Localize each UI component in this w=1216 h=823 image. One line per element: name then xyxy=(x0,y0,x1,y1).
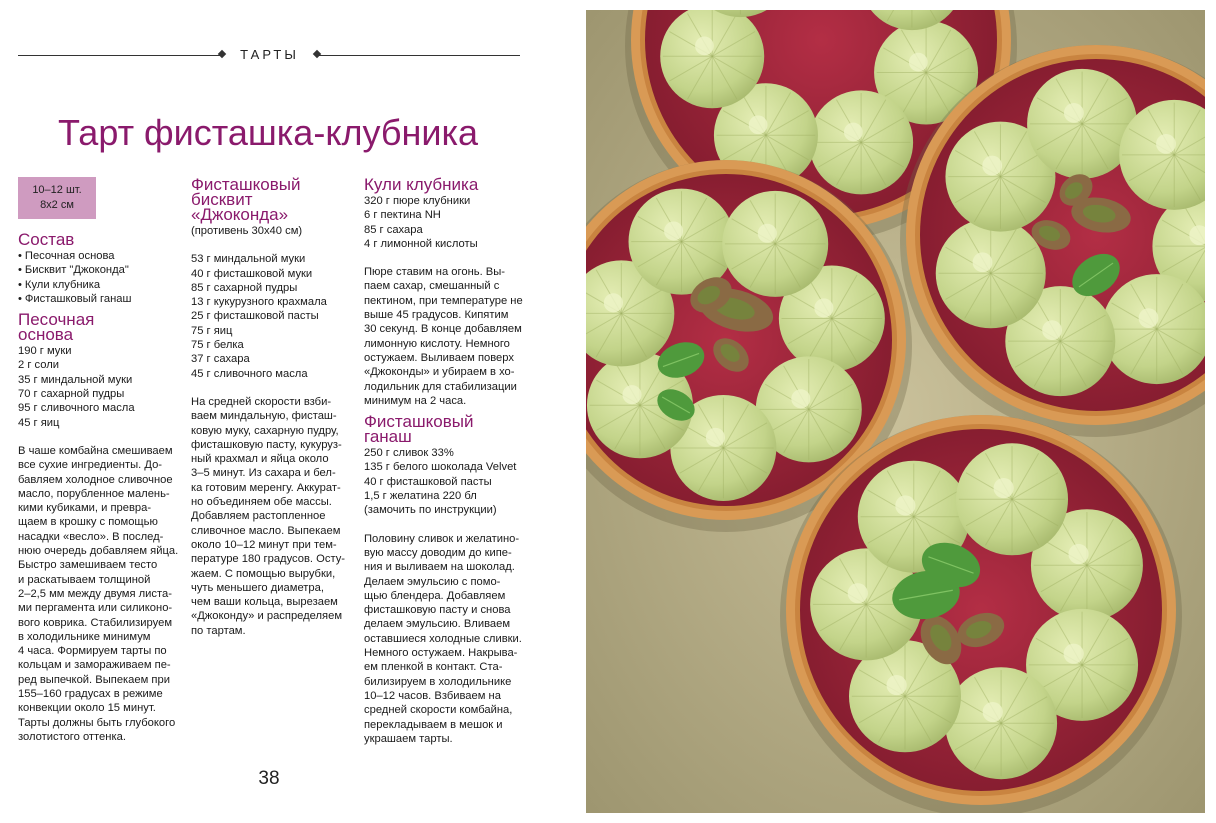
cream-highlight xyxy=(1064,103,1084,123)
shortcrust-method xyxy=(18,444,186,744)
method-line: Пюре ставим на огонь. Вы- xyxy=(364,266,506,279)
sponge-heading-line: бисквит xyxy=(191,190,253,209)
column-1 xyxy=(18,232,186,744)
method-line: 3–5 минут. Из сахара и бел- xyxy=(191,467,336,480)
method-line: все сухие ингредиенты. До- xyxy=(18,459,163,472)
cream-highlight xyxy=(1068,544,1088,564)
cream-highlight xyxy=(622,385,641,404)
cream-highlight xyxy=(973,252,993,272)
shortcrust-ingredients xyxy=(18,344,186,430)
recipe-title: Тарт фисташка-клубника xyxy=(57,112,479,153)
method-line: и раскатываем толщиной xyxy=(18,573,151,586)
tarts-photo xyxy=(586,10,1205,813)
cream-highlight xyxy=(1042,320,1062,340)
method-line: кольцам и замораживаем пе- xyxy=(18,659,171,672)
method-line: минимум на 2 часа. xyxy=(364,394,467,407)
method-line: золотистого оттенка. xyxy=(18,730,126,743)
composition-item: • Кули клубника xyxy=(18,278,186,292)
cream-highlight xyxy=(791,389,810,408)
ingredient: 75 г яиц xyxy=(191,324,233,337)
method-line: остужаем. Выливаем поверх xyxy=(364,351,514,364)
shortcrust-heading xyxy=(18,310,186,345)
ingredient: (замочить по инструкции) xyxy=(364,504,497,517)
method-line: Немного остужаем. Накрыва- xyxy=(364,647,518,660)
method-line: 30 секунд. В конце добавляем xyxy=(364,323,522,336)
sponge-ingredients xyxy=(191,252,359,381)
ingredient: 75 г белка xyxy=(191,339,244,352)
ingredient: 40 г фисташковой пасты xyxy=(364,475,492,488)
section-title: ТАРТЫ xyxy=(240,47,299,62)
method-line: фисташковую пасту, кукуруз- xyxy=(191,438,342,451)
ingredient: 4 г лимонной кислоты xyxy=(364,237,478,250)
method-line: Тарты должны быть глубокого xyxy=(18,716,176,729)
method-line: 4 часа. Формируем тарты по xyxy=(18,645,167,658)
method-line: оставшиеся холодные сливки. xyxy=(364,632,522,645)
method-line: 2–2,5 мм между двумя листа- xyxy=(18,587,172,600)
method-line: но объединяем обе массы. xyxy=(191,496,332,509)
ganache-heading-line: ганаш xyxy=(364,427,412,447)
method-line: На средней скорости взби- xyxy=(191,395,332,408)
yield-size: 8x2 см xyxy=(40,199,74,211)
method-line: по тартам. xyxy=(191,624,246,637)
method-line: паем сахар, смешанный с xyxy=(364,280,500,293)
ingredient: 35 г миндальной муки xyxy=(18,373,133,386)
ingredient: 1,5 г желатина 220 бл xyxy=(364,490,477,503)
cream-highlight xyxy=(1139,308,1159,328)
left-page xyxy=(0,0,586,823)
ingredient: 135 г белого шоколада Velvet xyxy=(364,461,517,474)
sponge-subtitle: (противень 30x40 см) xyxy=(191,225,303,237)
method-line: Быстро замешиваем тесто xyxy=(18,559,158,572)
ingredient: 85 г сахарной пудры xyxy=(191,281,298,294)
method-line: украшаем тарты. xyxy=(364,732,453,745)
method-line: нюю очередь добавляем яйца. xyxy=(18,545,179,558)
method-line: ковую муку, сахарную пудру, xyxy=(191,424,339,437)
composition-item: • Фисташковый ганаш xyxy=(18,292,186,306)
ingredient: 70 г сахарной пудры xyxy=(18,388,125,401)
method-line: чуть меньшего диаметра, xyxy=(191,581,324,594)
yield-count: 10–12 шт. xyxy=(32,184,82,196)
method-line: ем пленкой в контакт. Ста- xyxy=(364,661,503,674)
method-line: лимонную кислоту. Немного xyxy=(364,337,510,350)
cream-highlight xyxy=(664,221,683,240)
ingredient: 190 г муки xyxy=(18,345,72,358)
method-line: выше 45 градусов. Кипятим xyxy=(364,309,509,322)
ingredient: 25 г фисташковой пасты xyxy=(191,310,319,323)
cream-highlight xyxy=(695,37,714,56)
ingredient: 320 г пюре клубники xyxy=(364,195,471,207)
method-line: «Джоконду» и распределяем xyxy=(191,610,343,623)
method-line: делаем эмульсию. Вливаем xyxy=(364,618,511,631)
ingredient: 13 г кукурузного крахмала xyxy=(191,296,327,309)
method-line: кими кубиками, и превра- xyxy=(18,502,152,515)
ingredient: 6 г пектина NH xyxy=(364,209,441,222)
ingredient: 85 г сахара xyxy=(364,223,423,236)
column-3 xyxy=(364,177,534,746)
composition-heading: Состав xyxy=(18,230,75,249)
method-line: щью блендера. Добавляем xyxy=(364,589,506,602)
method-line: 10–12 часов. Взбиваем на xyxy=(364,689,501,702)
coulis-ingredients xyxy=(364,194,534,251)
method-line: сливочное масло. Выпекаем xyxy=(191,524,341,537)
cream-highlight xyxy=(983,702,1003,722)
method-line: вую массу доводим до кипе- xyxy=(364,546,512,559)
header-rule-right xyxy=(317,55,520,56)
composition-list xyxy=(18,249,186,306)
coulis-method xyxy=(364,265,534,408)
method-line: конвекции около 15 минут. xyxy=(18,702,156,715)
coulis-heading: Кули клубника xyxy=(364,175,479,194)
method-line: вого коврика. Стабилизируем xyxy=(18,616,173,629)
method-line: ный крахмал и яйца около xyxy=(191,453,329,466)
cream-highlight xyxy=(1064,644,1084,664)
ingredient: 250 г сливок 33% xyxy=(364,447,454,460)
header-rule-left xyxy=(18,55,222,56)
ingredient: 37 г сахара xyxy=(191,353,250,366)
cream-highlight xyxy=(844,123,863,142)
ganache-heading xyxy=(364,412,534,447)
method-line: Делаем эмульсию с помо- xyxy=(364,575,501,588)
ganache-ingredients xyxy=(364,446,534,517)
method-line: пературе 180 градусов. Осту- xyxy=(191,553,346,566)
method-line: Половину сливок и желатино- xyxy=(364,532,520,545)
method-line: около 10–12 минут при тем- xyxy=(191,538,337,551)
method-line: Добавляем растопленное xyxy=(191,510,326,523)
method-line: ка готовим меренгу. Аккурат- xyxy=(191,481,341,494)
ingredient: 2 г соли xyxy=(18,359,59,372)
ingredient: 53 г миндальной муки xyxy=(191,253,306,266)
composition-item: • Бисквит "Джоконда" xyxy=(18,263,186,277)
cream-highlight xyxy=(895,495,915,515)
method-line: щаем в крошку с помощью xyxy=(18,516,158,529)
method-line: ваем миндальную, фисташ- xyxy=(191,410,337,423)
yield-badge xyxy=(18,177,96,219)
cream-highlight xyxy=(749,115,768,134)
method-line: пектином, при температуре не xyxy=(364,294,523,307)
cream-highlight xyxy=(909,53,928,72)
method-line: 155–160 градусах в режиме xyxy=(18,688,163,701)
page-number: 38 xyxy=(258,768,280,789)
cream-highlight xyxy=(887,675,907,695)
method-line: В чаше комбайна смешиваем xyxy=(18,444,173,457)
method-line: фисташковую пасту и снова xyxy=(364,604,511,617)
composition-item: • Песочная основа xyxy=(18,249,186,263)
cream-highlight xyxy=(994,478,1014,498)
method-line: перекладываем в мешок и xyxy=(364,718,503,731)
method-line: средней скорости комбайна, xyxy=(364,704,513,717)
sponge-heading xyxy=(191,177,359,222)
ingredient: 95 г сливочного масла xyxy=(18,402,135,415)
ingredient: 45 г сливочного масла xyxy=(191,367,308,380)
cream-highlight xyxy=(982,156,1002,176)
sponge-heading-line: «Джоконда» xyxy=(191,205,289,224)
cream-highlight xyxy=(814,298,833,317)
method-line: «Джоконды» и убираем в хо- xyxy=(364,366,515,379)
tarts-illustration xyxy=(586,10,1205,813)
method-line: бавляем холодное сливочное xyxy=(18,473,173,486)
sponge-heading-line: Фисташковый xyxy=(191,175,301,194)
method-line: ред выпечкой. Выпекаем при xyxy=(18,673,170,686)
ganache-heading-line: Фисташковый xyxy=(364,412,474,432)
sponge-method xyxy=(191,395,359,638)
method-line: билизируем в холодильнике xyxy=(364,675,512,688)
cream-highlight xyxy=(758,224,777,243)
cream-highlight xyxy=(848,583,868,603)
ingredient: 45 г яиц xyxy=(18,416,60,429)
method-line: ми пергамента или силиконо- xyxy=(18,602,173,615)
cream-highlight xyxy=(604,293,623,312)
shortcrust-heading-line: Песочная xyxy=(18,310,95,330)
method-line: масло, порубленное малень- xyxy=(18,487,170,500)
method-line: в холодильнике минимум xyxy=(18,630,151,643)
shortcrust-heading-line: основа xyxy=(18,325,74,345)
ingredient: 40 г фисташковой муки xyxy=(191,267,313,280)
method-line: чем ваши кольца, вырезаем xyxy=(191,596,338,609)
cream-highlight xyxy=(1156,134,1176,154)
ganache-method xyxy=(364,532,534,746)
method-line: ния и выливаем на шоколад. xyxy=(364,561,515,574)
cream-highlight xyxy=(706,428,725,447)
method-line: жаем. С помощью вырубки, xyxy=(191,567,336,580)
column-2 xyxy=(191,177,359,638)
method-line: насадки «весло». В послед- xyxy=(18,530,164,543)
method-line: лодильник для стабилизации xyxy=(364,380,517,393)
